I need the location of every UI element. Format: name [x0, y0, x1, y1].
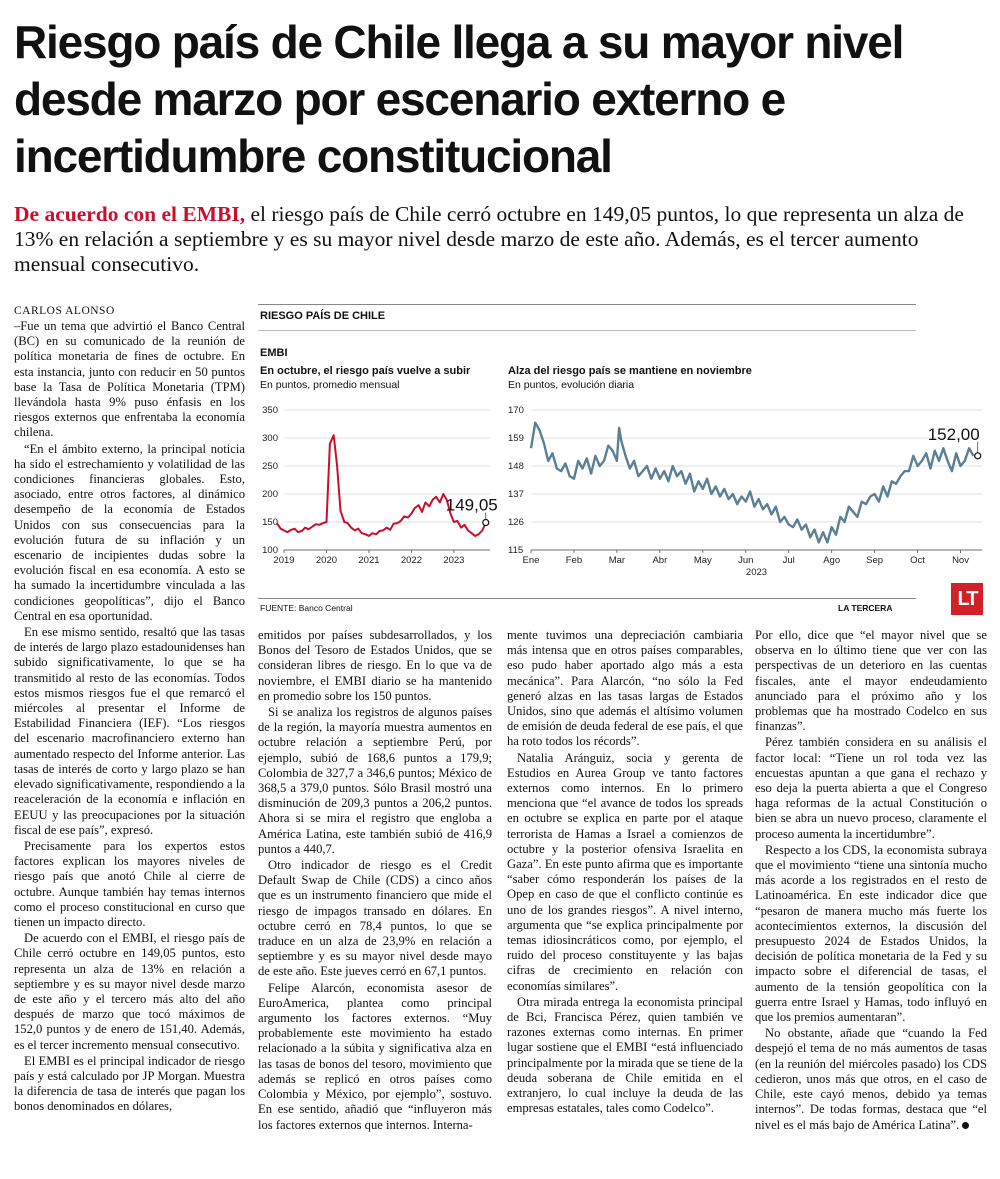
y-tick-label: 115	[508, 545, 524, 556]
x-tick-label: Ago	[823, 555, 841, 566]
y-tick-label: 137	[508, 489, 524, 500]
graphic-title: RIESGO PAÍS DE CHILE	[260, 310, 386, 322]
paragraph: –Fue un tema que advirtió el Banco Central (BC) en su comunicado de la reunión de política monetaria de fines de octubre. En esta instancia, junto con reducir en 50 puntos base la Tasa de Política Monetaria (TPM) llevándola hasta 9% puso énfasis en los riesgos externos que enfrentaba la economía chilena.	[14, 319, 245, 440]
x-tick-label: 2021	[358, 555, 380, 566]
la-tercera-logo: LT	[951, 583, 983, 615]
end-mark-icon	[962, 1122, 969, 1129]
series-line	[531, 423, 973, 543]
headline: Riesgo país de Chile llega a su mayor nivel desde marzo por escenario externo e incertidumbre constitucional	[14, 16, 904, 182]
chart-graphic	[258, 300, 988, 620]
paragraph: Natalia Aránguiz, socia y gerenta de Estudios en Aurea Group ve tanto factores externos como internos. En lo primero menciona que “el avance de todos los spreads en octubre se explica en parte por el ataque terrorista de Hamas a Israel a comienzos de octubre y la posterior ofensiva Israelita en Gaza”. En este punto afirma que es importante “saber cómo responderán los países de la Opep en caso de que el conflicto continúe es uno de los grandes riesgos”. A nivel interno, argumenta que “se explica principalmente por temas idiosincráticos como, por ejemplo, el ruido del proceso constituyente y las bajas cifras de crecimiento en relación con economías similares”.	[507, 750, 743, 993]
divider	[258, 304, 916, 305]
paragraph: emitidos por países subdesarrollados, y los Bonos del Tesoro de Estados Unidos, que se consideran libres de riesgo. En lo que va de noviembre, el EMBI diario se ha mantenido en promedio sobre los 150 puntos.	[258, 628, 492, 703]
x-tick-label: Nov	[952, 555, 969, 566]
y-tick-label: 350	[262, 405, 278, 416]
paragraph: Respecto a los CDS, la economista subraya que el movimiento “tiene una sintonía mucho más acorde a los registrados en el resto de Latinoamérica. En este indicador dice que “pesaron de manera mucho más fuerte los acontecimientos externos, la discusión del presupuesto 2024 de Estados Unidos, la decisión de política monetaria de la Fed y su impacto sobre el diferencial de tasas, el aumento de la tensión geopolítica con la guerra entre Israel y Hamas, todo influyó en que los premios aumentaran”.	[755, 842, 987, 1025]
last-value-label: 152,00	[927, 424, 980, 444]
x-tick-label: Abr	[652, 555, 668, 566]
chart2-title: Alza del riesgo país se mantiene en noviembre	[508, 365, 752, 377]
paragraph: Otro indicador de riesgo es el Credit Default Swap de Chile (CDS) a cinco años que es un instrumento financiero que mide el riesgo de impagos transado en dólares. En octubre cerró en 78,4 puntos, lo que se traduce en un alza de 23,9% en relación a septiembre y es su mayor nivel desde mayo de este año. Este jueves cerró en 67,1 puntos.	[258, 858, 492, 979]
last-point-marker	[483, 520, 489, 526]
chart1-title: En octubre, el riesgo país vuelve a subir	[260, 365, 471, 377]
x-tick-label: 2019	[273, 555, 295, 566]
paragraph: Felipe Alarcón, economista asesor de EuroAmerica, plantea como principal argumento los factores externos. “Muy probablemente este movimiento ha estado relacionado a la súbita y significativa alza en las tasas de bonos del tesoro, movimiento que además se replicó en otros países como Colombia y México, por ejemplo”, sostuvo. En ese sentido, añadió que “influyeron más los factores externos que internos. Interna-	[258, 980, 492, 1132]
divider	[258, 330, 916, 331]
x-tick-label: 2022	[400, 555, 422, 566]
last-value-label: 149,05	[445, 495, 498, 515]
x-tick-label: 2023	[443, 555, 465, 566]
paragraph: El EMBI es el principal indicador de riesgo país y está calculado por JP Morgan. Muestra la diferencia de tasa de interés que pagan los bonos denominados en dólares,	[14, 1053, 245, 1114]
daily-embi-chart	[506, 396, 988, 581]
x-axis-label: 2023	[745, 567, 768, 578]
paragraph: De acuerdo con el EMBI, el riesgo país de Chile cerró octubre en 149,05 puntos, esto representa un alza de 13% en relación a septiembre y es su mayor nivel desde marzo de este año y el tercero más alto del año después de marzo que tocó máximos de 152,0 puntos y de enero de 151,40. Además, es el tercer incremento mensual consecutivo.	[14, 931, 245, 1052]
article-column-4	[755, 628, 987, 1134]
y-tick-label: 100	[262, 545, 278, 556]
x-tick-label: Feb	[565, 555, 583, 566]
y-tick-label: 159	[508, 433, 524, 444]
chart1-subtitle: En puntos, promedio mensual	[260, 379, 400, 391]
paragraph: Por ello, dice que “el mayor nivel que se observa en lo último tiene que ver con las perspectivas de un deterioro en las cuentas fiscales, ante el mayor endeudamiento anunciado para el próximo año y los problemas que ha mostrado Codelco en sus finanzas”.	[755, 628, 987, 734]
paragraph: “En el ámbito externo, la principal noticia ha sido el estrechamiento y volatilidad de las condiciones financieras globales. Esto, asociado, entre otros factores, al dinámico desempeño de la economía de Estados Unidos con sus consecuencias para la evolución futura de su inflación y un escenario de incipientes dudas sobre la evolución fiscal en esa economía. A esto se ha sumado la incertidumbre vinculada a las condiciones geopolíticas”, dijo el Banco Central en esa oportunidad.	[14, 441, 245, 623]
paragraph: En ese mismo sentido, resaltó que las tasas de interés de largo plazo estadounidenses han subido significativamente, lo que se ha transmitido al resto de las economías. Todos estos mismos riesgos fue el que remarcó el miércoles al presentar el Informe de Estabilidad Financiera (IEF). “Los riesgos del escenario macrofinanciero externo han aumentado respecto del Informe anterior. Las tasas de interés de corto y largo plazo se han elevado significativamente, respondiendo a la reaceleración de la economía e inflación en EEUU y las preocupaciones por la situación fiscal de ese país”, expresó.	[14, 625, 245, 837]
lead-kicker: De acuerdo con el EMBI,	[14, 202, 246, 226]
y-tick-label: 126	[508, 517, 524, 528]
article-column-3	[507, 628, 743, 1118]
y-tick-label: 250	[262, 461, 278, 472]
x-tick-label: May	[693, 555, 712, 566]
last-point-marker	[975, 453, 981, 459]
x-tick-label: 2020	[315, 555, 338, 566]
paragraph: mente tuvimos una depreciación cambiaria más intensa que en otros países comparables, eso pudo haber aportado algo más a esta mecánica”. Para Alarcón, “no sólo la Fed generó alzas en las tasas largas de Estados Unidos, sino que además el altísimo volumen de emisión de deuda federal de ese país, el que ha roto todos los récords”.	[507, 628, 743, 749]
article-column-1	[14, 319, 245, 1116]
source-note: FUENTE: Banco Central	[260, 603, 353, 613]
paragraph: Otra mirada entrega la economista principal de Bci, Francisca Pérez, quien también ve razones externas como internas. En primer lugar sostiene que el EMBI “está influenciado principalmente por la mirada que se tiene de la deuda soberana de Chile emitida en el extranjero, lo cual incluye la deuda de las empresas estatales, tales como Codelco”.	[507, 994, 743, 1116]
lead-text: el riesgo país de Chile cerró octubre en 149,05 puntos, lo que representa un alza de 13% en relación a septiembre y es su mayor nivel desde marzo de este año. Además, es el tercer aumento mensual consecutivo.	[14, 202, 964, 276]
paragraph: No obstante, añade que “cuando la Fed despejó el tema de no más aumentos de tasas (en la reunión del miércoles pasado) los CDS cedieron, unos más que otros, en el caso de Chile, este cayó menos, debido ya temas internos”. De todas formas, destaca que “el nivel es el más bajo de América Latina”.	[755, 1026, 987, 1132]
y-tick-label: 148	[508, 461, 524, 472]
monthly-embi-chart	[258, 396, 498, 581]
x-tick-label: Ene	[522, 555, 540, 566]
x-tick-label: Oct	[910, 555, 925, 566]
y-tick-label: 150	[262, 517, 278, 528]
y-tick-label: 200	[262, 489, 278, 500]
y-tick-label: 300	[262, 433, 278, 444]
x-tick-label: Jun	[738, 555, 754, 566]
divider	[258, 598, 916, 599]
lead-paragraph	[14, 202, 989, 277]
graphic-subtitle: EMBI	[260, 347, 288, 359]
series-line	[277, 435, 486, 536]
credit-label: LA TERCERA	[838, 603, 893, 613]
paragraph: Si se analiza los registros de algunos países de la región, la mayoría muestra aumentos en octubre relación a septiembre Perú, por ejemplo, subió de 168,6 puntos a 179,9; Colombia de 327,7 a 346,6 puntos; México de 368,5 a 379,0 puntos. Sólo Brasil mostró una disminución de 209,3 puntos a 206,2 puntos. Ahora si se mira el registro que engloba a América Latina, este también subió de 416,9 puntos a 440,7.	[258, 705, 492, 856]
chart2-subtitle: En puntos, evolución diaria	[508, 379, 635, 391]
y-tick-label: 170	[508, 405, 524, 416]
paragraph: Pérez también considera en su análisis el factor local: “Tiene un rol toda vez las encuestas apuntan a que gana el rechazo y eso deja la puerta abierta a que el Congreso haga reformas de la actual Constitución o bien se abra un nuevo proceso, claramente el proceso aumenta la incertidumbre”.	[755, 735, 987, 841]
x-tick-label: Mar	[608, 555, 626, 566]
x-tick-label: Sep	[866, 555, 884, 566]
paragraph: Precisamente para los expertos estos factores explican los mayores niveles de riesgo país que anotó Chile al cierre de octubre. Aunque también hay temas internos como el proceso constitucional en curso que tienen un impacto directo.	[14, 838, 245, 929]
x-tick-label: Jul	[782, 555, 795, 566]
byline: CARLOS ALONSO	[14, 305, 115, 317]
article-column-2	[258, 628, 492, 1134]
